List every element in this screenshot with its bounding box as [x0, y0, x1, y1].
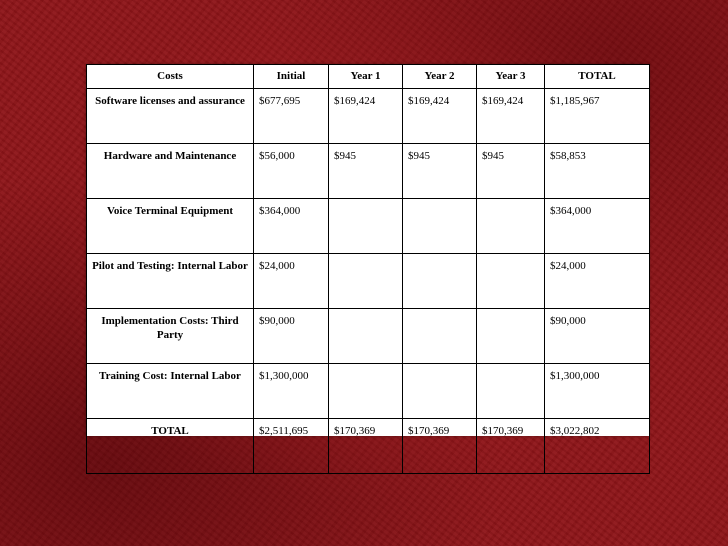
- cell-total: $3,022,802: [545, 419, 650, 474]
- cell-year-2: $945: [403, 144, 477, 199]
- cell-total: $58,853: [545, 144, 650, 199]
- row-label: Voice Terminal Equipment: [87, 199, 254, 254]
- cell-year-2: [403, 199, 477, 254]
- table-row: [87, 89, 650, 144]
- cell-year-1: [329, 364, 403, 419]
- cell-total: $90,000: [545, 309, 650, 364]
- cell-total: $1,300,000: [545, 364, 650, 419]
- cost-table-card: [86, 64, 649, 436]
- table-total-row: [87, 419, 650, 474]
- cell-initial: $24,000: [254, 254, 329, 309]
- header-costs: Costs: [87, 65, 254, 89]
- cell-total: $24,000: [545, 254, 650, 309]
- table-row: [87, 199, 650, 254]
- cell-total: $364,000: [545, 199, 650, 254]
- table-row: [87, 254, 650, 309]
- cell-year-1: $170,369: [329, 419, 403, 474]
- cell-year-2: $170,369: [403, 419, 477, 474]
- header-initial: Initial: [254, 65, 329, 89]
- cell-initial: $56,000: [254, 144, 329, 199]
- header-year-1: Year 1: [329, 65, 403, 89]
- header-total: TOTAL: [545, 65, 650, 89]
- cell-initial: $90,000: [254, 309, 329, 364]
- cell-year-1: $169,424: [329, 89, 403, 144]
- cell-year-2: [403, 254, 477, 309]
- cell-year-3: [477, 199, 545, 254]
- cell-year-3: [477, 254, 545, 309]
- header-year-2: Year 2: [403, 65, 477, 89]
- cost-table: [86, 64, 650, 474]
- row-label: Software licenses and assurance: [87, 89, 254, 144]
- cell-year-2: [403, 364, 477, 419]
- cell-year-3: [477, 309, 545, 364]
- table-header-row: [87, 65, 650, 89]
- table-row: [87, 309, 650, 364]
- cell-year-1: [329, 309, 403, 364]
- row-label: Training Cost: Internal Labor: [87, 364, 254, 419]
- cell-year-3: [477, 364, 545, 419]
- table-row: [87, 144, 650, 199]
- row-label: TOTAL: [87, 419, 254, 474]
- cell-year-1: [329, 254, 403, 309]
- cell-year-2: $169,424: [403, 89, 477, 144]
- cell-year-2: [403, 309, 477, 364]
- row-label: Hardware and Maintenance: [87, 144, 254, 199]
- cell-year-3: $169,424: [477, 89, 545, 144]
- cell-year-1: $945: [329, 144, 403, 199]
- header-year-3: Year 3: [477, 65, 545, 89]
- cell-year-3: $945: [477, 144, 545, 199]
- cell-total: $1,185,967: [545, 89, 650, 144]
- cell-year-3: $170,369: [477, 419, 545, 474]
- table-row: [87, 364, 650, 419]
- cell-initial: $677,695: [254, 89, 329, 144]
- row-label: Implementation Costs: Third Party: [87, 309, 254, 364]
- cell-year-1: [329, 199, 403, 254]
- row-label: Pilot and Testing: Internal Labor: [87, 254, 254, 309]
- cell-initial: $1,300,000: [254, 364, 329, 419]
- cell-initial: $364,000: [254, 199, 329, 254]
- cell-initial: $2,511,695: [254, 419, 329, 474]
